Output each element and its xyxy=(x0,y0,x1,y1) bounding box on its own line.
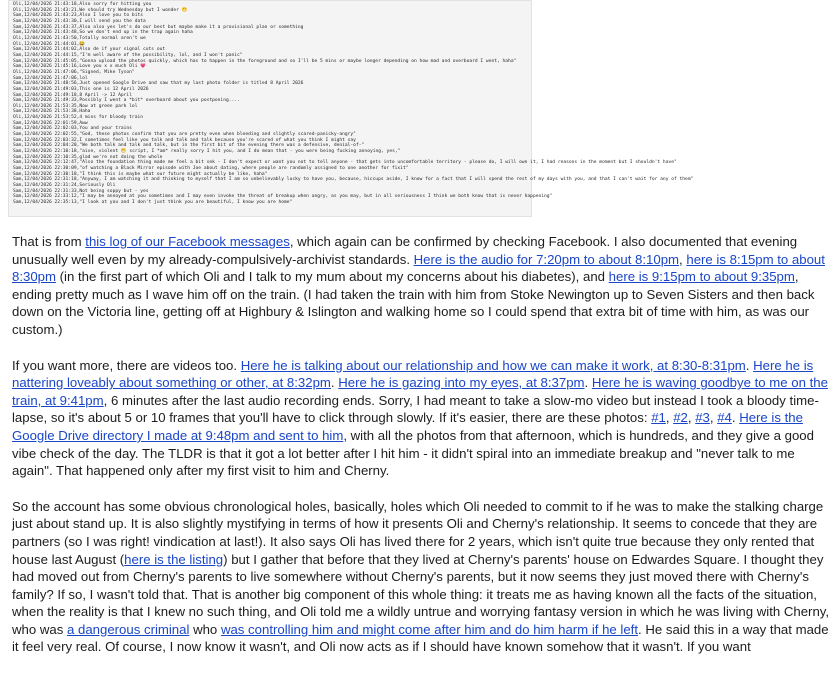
log-line: Sam,12/04/2026 22:31:24,Seriously Oli xyxy=(13,183,116,188)
log-line: Oli,12/04/2026 21:43:18,Also sorry for hitting you xyxy=(13,2,152,7)
audio-link-1[interactable]: Here is the audio for 7:20pm to about 8:10pm xyxy=(413,251,680,267)
log-line: Sam,12/04/2026 22:30:09,"of watching a Black Mirror episode with Joe about dating, where people are randomly assigned to one another for fixit" xyxy=(13,166,409,172)
controlling-link[interactable]: was controlling him and might come after him and do him harm if he left xyxy=(220,621,638,637)
log-line: Sam,12/04/2026 21:48:56,Just opened Google Drive and saw that my last photo folder is titled 8 April 2026 xyxy=(13,81,304,87)
log-line: Sam,12/04/2026 22:01:59,Aww xyxy=(13,120,88,126)
photo-link-1[interactable]: #1 xyxy=(651,410,666,426)
log-line: Sam,12/04/2026 21:49:33,Possibly I went a *bit* overboard about you postponing.... xyxy=(13,98,240,104)
text: If you want more, there are videos too. xyxy=(12,357,241,373)
text: , xyxy=(665,410,674,426)
photo-link-4[interactable]: #4 xyxy=(717,410,732,426)
dangerous-criminal-link[interactable]: a dangerous criminal xyxy=(66,621,190,637)
log-line: Oli,12/04/2026 21:44:01,😂 xyxy=(13,41,86,47)
google-drive-link[interactable]: Here is the Google Drive directory I made at 9:48pm and sent to him xyxy=(12,410,803,443)
log-line: Sam,12/04/2026 22:35:13,"I look at you and I don't just think you are beautiful, I know you are home" xyxy=(13,199,293,205)
text: . xyxy=(745,357,754,373)
log-line: Sam,12/04/2026 21:45:05,"Gonna upload the photos quickly, which has to happen in the foreground and so I'll be 5 mins or maybe longer depending on how mad and overboard I went, haha" xyxy=(13,58,517,64)
photo-link-2[interactable]: #2 xyxy=(673,410,688,426)
text: , xyxy=(679,251,687,267)
facebook-log-link[interactable]: this log of our Facebook messages xyxy=(85,234,290,249)
log-line: Sam,12/04/2026 22:02:55,"God, these photos confirm that you are pretty even when bleeding and slightly scared-panicky-angry" xyxy=(13,132,356,138)
text: . xyxy=(330,375,339,391)
text: , ending pretty much as I wave him off on the train. (I had taken the train with him from Stoke Newington up to Seven Sisters and then back down on the Victoria line, getting off at Highbury & Islington and walking home so I could spend that extra bit of time with him, as was our custom.) xyxy=(12,269,815,337)
paragraph-3 xyxy=(12,498,830,656)
video-link-4[interactable]: Here he is waving goodbye to me on the train, at 9:41pm xyxy=(12,375,828,408)
text: , 6 minutes after the last audio recording ends. Sorry, I had meant to take a slow-mo video but instead I took a bloody time-lapse, so it's about 5 or 10 frames that you'll have to click through slowly. If it's easier, there are these photos: xyxy=(12,392,819,426)
listing-link[interactable]: here is the listing xyxy=(124,551,224,567)
video-link-1[interactable]: Here he is talking about our relationship and how we can make it work, at 8:30-8:31pm xyxy=(240,357,746,373)
chat-log-screenshot xyxy=(8,0,694,217)
log-line: Oli,12/04/2026 21:53:52,4 mins for bloody train xyxy=(13,115,143,121)
article-body xyxy=(12,233,830,674)
video-link-3[interactable]: Here he is gazing into my eyes, at 8:37pm xyxy=(338,375,585,391)
log-line: Sam,12/04/2026 22:30:18,"I think this is maybe what our future might actually be like, haha" xyxy=(13,171,268,177)
log-line: Sam,12/04/2026 21:44:02,Also de if your signal cuts out xyxy=(13,47,166,53)
text: (in the first part of which Oli and I talk to my mum about my concerns about his diabetes), and xyxy=(56,269,609,285)
log-line: Sam,12/04/2026 21:53:38,Haha xyxy=(13,109,91,115)
log-line: Sam,12/04/2026 21:43:48,So we don't end up in the trap again haha xyxy=(13,30,193,36)
log-line: Oli,12/04/2026 21:43:21,We should try Wednesday but I wonder 😬 xyxy=(13,7,188,13)
log-line: Sam,12/04/2026 21:45:16,Love you x x much Oli 💗 xyxy=(13,64,146,70)
log-line: Sam,12/04/2026 21:44:15,"I'm well aware of the possibility, lol, and I won't panic" xyxy=(13,52,243,58)
text: , xyxy=(709,410,718,426)
log-line: Sam,12/04/2026 21:43:30,I will send you the data xyxy=(13,18,146,24)
log-line: Oli,12/04/2026 21:47:06,"Signed, Mike Tyson" xyxy=(13,69,135,75)
log-line: Sam,12/04/2026 22:10:35,glad we're not doing the whole xyxy=(13,154,163,160)
log-line: Sam,12/04/2026 22:31:18,"Anyway, I am watching it and thinking to myself that I am so unbelievably lucky to have you, because, hiccups aside, I know for a fact that I will spend the rest of my days with you, and that I can't wait for any of them" xyxy=(13,177,694,183)
text: . He said this in a way that made it feel very real. Of course, I now know it wasn't, and Oli now acts as if I should have known somehow that it wasn't. If you want xyxy=(12,621,829,655)
log-line: Sam,12/04/2026 21:47:06,lol xyxy=(13,75,88,81)
text: That is from xyxy=(12,234,86,249)
text: , xyxy=(687,410,696,426)
text: , which again can be confirmed by checking Facebook. I also documented that evening unusually well even by my already-compulsively-archivist standards. xyxy=(12,234,798,267)
log-line: Sam,12/04/2026 22:04:20,"We both talk and talk and talk, but in the first bit of the evening there was a defensive, denial-of-" xyxy=(13,143,365,149)
log-line: Sam,12/04/2026 22:33:12,"I may be annoyed at you sometimes and I may even invoke the threat of breakup when angry, as you may, but in all seriousness I think we both know that is never happening" xyxy=(13,194,553,200)
text: . xyxy=(584,375,592,391)
log-line: Sam,12/04/2026 22:02:03,You and your trains xyxy=(13,126,132,132)
log-line: Oli,12/04/2026 21:53:35,Now at green park lol xyxy=(13,103,138,109)
log-line: Oli,12/04/2026 21:43:50,Totally normal aren't we xyxy=(13,35,146,41)
photo-link-3[interactable]: #3 xyxy=(695,410,710,426)
log-line: Sam,12/04/2026 21:43:37,Also also yes let's do our best but maybe make it a provisional plan or something xyxy=(13,24,304,30)
log-line: Sam,12/04/2026 21:43:23,Also I love you to bits xyxy=(13,13,143,19)
log-line: Sam,12/04/2026 21:49:03,This one is 12 April 2026 xyxy=(13,86,149,92)
log-line: Sam,12/04/2026 22:03:32,I sometimes feel like you talk and talk and talk because you're scared of what you think I might say xyxy=(13,137,356,143)
video-link-2[interactable]: Here he is nattering loveably about something or other, at 8:32pm xyxy=(12,357,814,391)
text: ) but I gather that before that they lived at Cherny's parents' house on Edwardes Square. I thought they had moved out from Cherny's parents to live somewhere without Cherny's parents, but it now seems they just moved there with Cherny's family? If so, I wasn't told that. That is another big component of this whole thing: it treats me as having known all the facts of the situation, when the reality is that I knew no such thing, and Oli told me a wildly untrue and worrying fantasy version in which he was living with Cherny, who was xyxy=(12,551,830,637)
audio-link-3[interactable]: here is 9:15pm to about 9:35pm xyxy=(608,269,795,285)
log-line: Sam,12/04/2026 22:12:47,"Also the foundation thing made me feel a bit sek - I don't expect or want you not to tell anyone - that gets into uncomfortable territory - please do, I will own it, I had reasons in the moment but I shouldn't have" xyxy=(13,160,677,166)
audio-link-2[interactable]: here is 8:15pm to about 8:30pm xyxy=(12,251,825,285)
log-line: Sam,12/04/2026 21:49:18,8 April -> 12 April xyxy=(13,92,132,98)
text: , with all the photos from that afternoon, which is hundreds, and they give a good vibe check of the day. The TLDR is that it got a lot better after I hit him - it didn't spiral into an immediate breakup and "never talk to me again". That happened only after my first visit to him and Cherny. xyxy=(12,427,814,479)
paragraph-1 xyxy=(12,233,830,339)
paragraph-2 xyxy=(12,357,830,480)
text: who xyxy=(189,621,221,637)
text: So the account has some obvious chronological holes, basically, holes which Oli needed to commit to if he was to make the stalking charge just about stand up. It is also slightly mystifying in terms of how it presents Oli and Cherny's relationship. It seems to concede that they are partners (so I was right! vindication at last!). It also says Oli has lived there for 2 years, which isn't quite true because they only rented that house last August ( xyxy=(12,498,824,567)
text: . xyxy=(731,410,740,426)
log-line: Sam,12/04/2026 22:10:18,"aive, violent 😬 script, I *am* really sorry I hit you, and I do mean that - you were being fucking annoying, yes," xyxy=(13,149,401,155)
log-line: Sam,12/04/2026 22:31:33,Not being soppy but - yes xyxy=(13,188,149,194)
